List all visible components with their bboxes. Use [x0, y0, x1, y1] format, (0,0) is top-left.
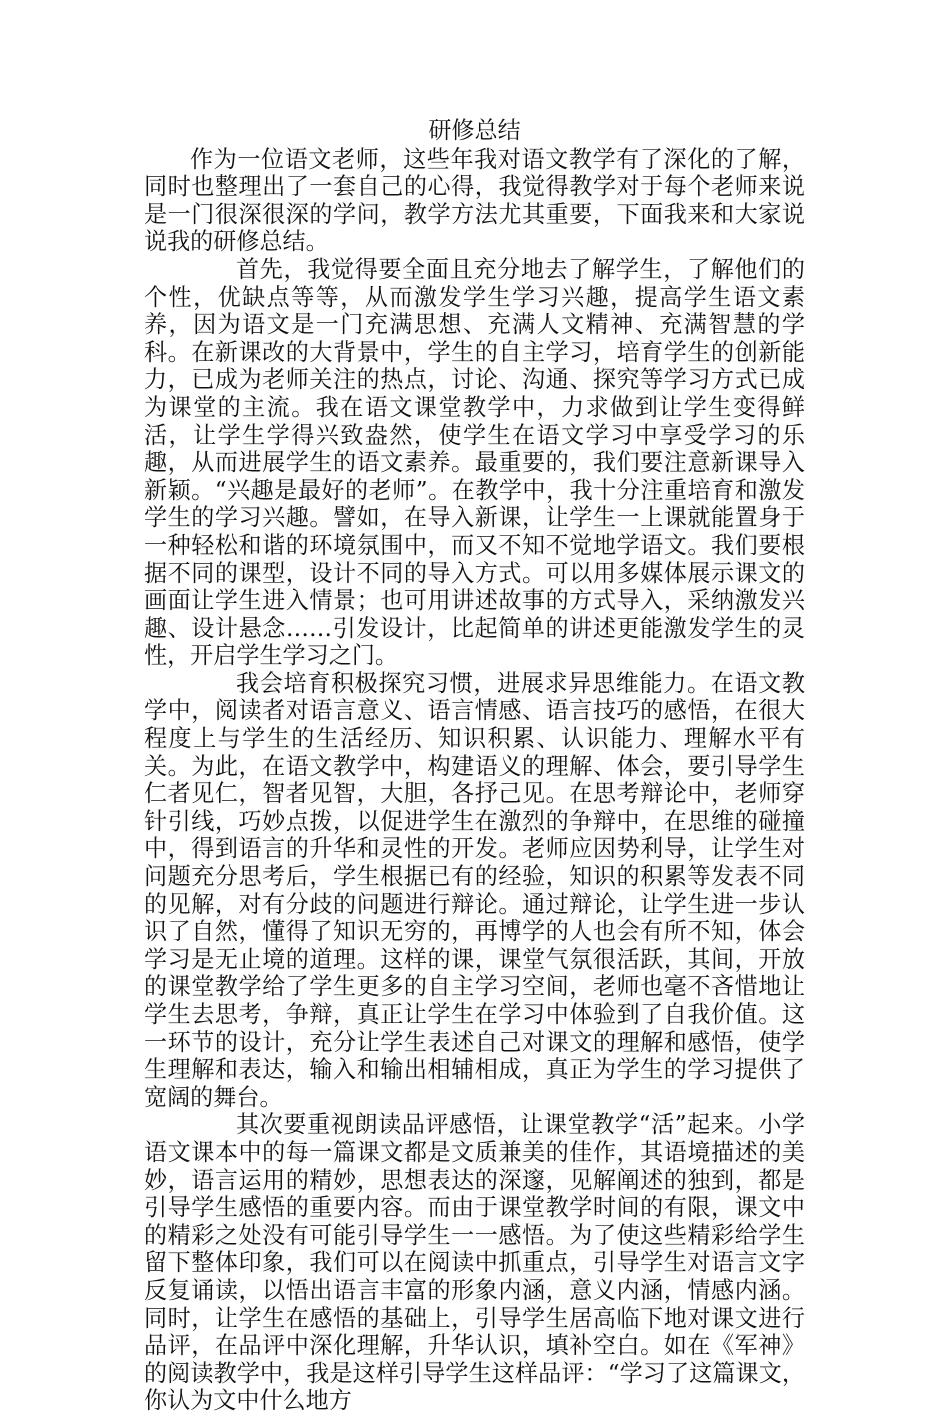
paragraph-intro: 作为一位语文老师，这些年我对语文教学有了深化的了解，同时也整理出了一套自己的心得，我觉得教学对于每个老师来说是一门很深很深的学问，教学方法尤其重要，下面我来和大家说说我的研修总结。	[144, 146, 805, 256]
paragraph-inquiry-habits: 我会培育积极探究习惯，进展求异思维能力。在语文教学中，阅读者对语言意义、语言情感、语言技巧的感悟，在很大程度上与学生的生活经历、知识积累、认识能力、理解水平有关。为此，在语文教学中，构建语义的理解、体会，要引导学生仁者见仁，智者见智，大胆，各抒己见。在思考辩论中，老师穿针引线，巧妙点拨，以促进学生在激烈的争辩中，在思维的碰撞中，得到语言的升华和灵性的开发。老师应因势利导，让学生对问题充分思考后，学生根据已有的经验，知识的积累等发表不同的见解，对有分歧的问题进行辩论。通过辩论，让学生进一步认识了自然，懂得了知识无穷的，再博学的人也会有所不知，体会学习是无止境的道理。这样的课，课堂气氛很活跃，其间，开放的课堂教学给了学生更多的自主学习空间，老师也毫不吝惜地让学生去思考，争辩，真正让学生在学习中体验到了自我价值。这一环节的设计，充分让学生表述自己对课文的理解和感悟，使学生理解和表达，输入和输出相辅相成，真正为学生的学习提供了宽阔的舞台。	[144, 670, 805, 1111]
paragraph-understand-students: 首先，我觉得要全面且充分地去了解学生，了解他们的个性，优缺点等等，从而激发学生学习兴趣，提高学生语文素养，因为语文是一门充满思想、充满人文精神、充满智慧的学科。在新课改的大背景中，学生的自主学习，培育学生的创新能力，已成为老师关注的热点，讨论、沟通、探究等学习方式已成为课堂的主流。我在语文课堂教学中，力求做到让学生变得鲜活，让学生学得兴致盎然，使学生在语文学习中享受学习的乐趣，从而进展学生的语文素养。最重要的，我们要注意新课导入新颖。“兴趣是最好的老师”。在教学中，我十分注重培育和激发学生的学习兴趣。譬如，在导入新课，让学生一上课就能置身于一种轻松和谐的环境氛围中，而又不知不觉地学语文。我们要根据不同的课型，设计不同的导入方式。可以用多媒体展示课文的画面让学生进入情景；也可用讲述故事的方式导入，采纳激发兴趣、设计悬念……引发设计，比起简单的讲述更能激发学生的灵性，开启学生学习之门。	[144, 256, 805, 670]
document-page	[144, 118, 805, 1416]
document-title: 研修总结	[428, 118, 521, 144]
paragraph-reading-appreciation: 其次要重视朗读品评感悟，让课堂教学“活”起来。小学语文课本中的每一篇课文都是文质兼美的佳作，其语境描述的美妙，语言运用的精妙，思想表达的深邃，见解阐述的独到，都是引导学生感悟的重要内容。而由于课堂教学时间的有限，课文中的精彩之处没有可能引导学生一一感悟。为了使这些精彩给学生留下整体印象，我们可以在阅读中抓重点，引导学生对语言文字反复诵读，以悟出语言丰富的形象内涵，意义内涵，情感内涵。同时，让学生在感悟的基础上，引导学生居高临下地对课文进行品评，在品评中深化理解，升华认识，填补空白。如在《军神》的阅读教学中，我是这样引导学生这样品评：“学习了这篇课文，你认为文中什么地方	[144, 1112, 805, 1415]
